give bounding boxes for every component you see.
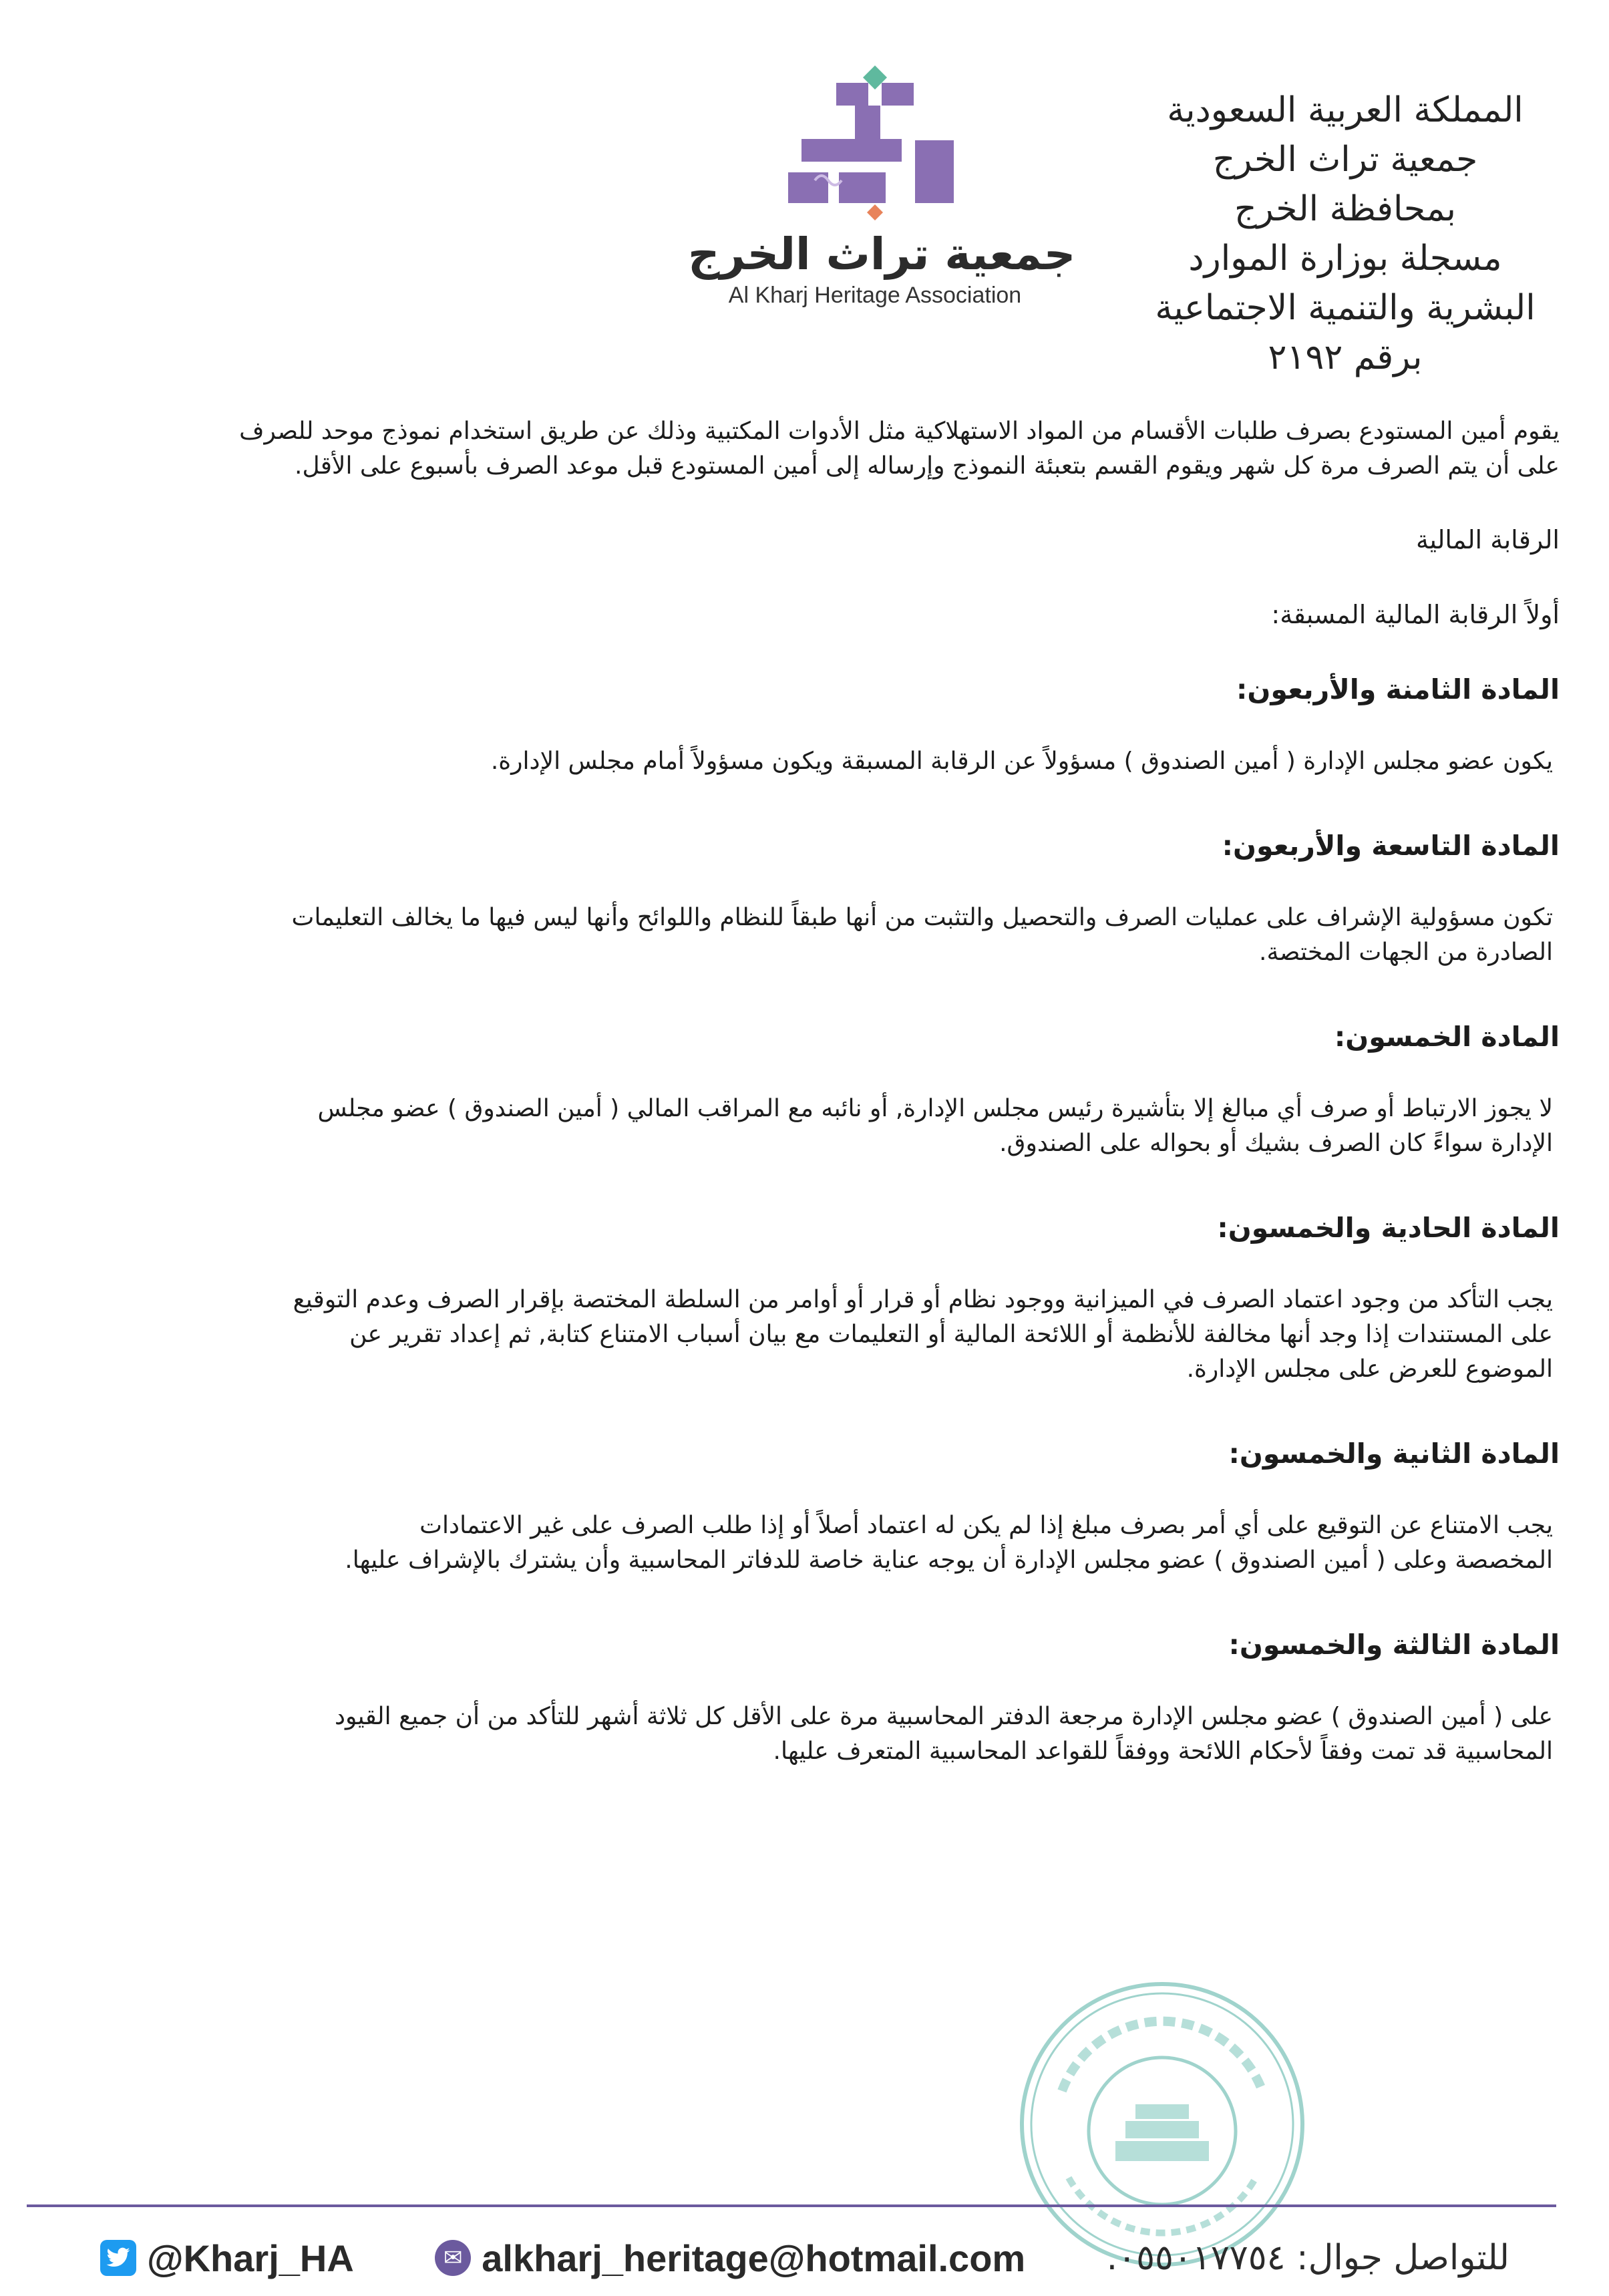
email-contact[interactable]: [435, 2237, 1025, 2280]
article-53-title: المادة الثالثة والخمسون:: [1228, 1629, 1560, 1661]
text-line: المحاسبية قد تمت وفقاً لأحكام اللائحة ووفقاً للقواعد المحاسبية المتعرف عليها.: [773, 1738, 1553, 1765]
org-line: البشرية والتنمية الاجتماعية: [1155, 288, 1536, 328]
text-line: الإدارة سواءً كان الصرف بشيك أو بحواله على الصندوق.: [999, 1130, 1553, 1157]
email-icon: ✉: [435, 2240, 471, 2276]
text-line: يقوم أمين المستودع بصرف طلبات الأقسام من المواد الاستهلاكية مثل الأدوات المكتبية وذلك عن طريق استخدام نموذج موحد للصرف: [239, 418, 1560, 445]
footer-divider: [27, 2204, 1556, 2207]
article-53-body: [144, 1699, 1560, 1769]
article-51-body: [144, 1283, 1560, 1387]
text-line: المخصصة وعلى ( أمين الصندوق ) عضو مجلس الإدارة أن يوجه عناية خاصة للدفاتر المحاسبية وأن يشترك بالإشراف عليها.: [345, 1546, 1553, 1574]
footer-contacts: [100, 2225, 1509, 2291]
article-48-body: [144, 744, 1560, 779]
org-line: بمحافظة الخرج: [1234, 189, 1456, 229]
intro-paragraph: [144, 414, 1560, 484]
article-49-body: [144, 900, 1560, 970]
text-line: تكون مسؤولية الإشراف على عمليات الصرف والتحصيل والتثبت من أنها طبقاً للنظام واللوائح وأنها ليس فيها ما يخالف التعليمات: [291, 904, 1553, 931]
article-50-body: [144, 1092, 1560, 1161]
document-body: [144, 414, 1560, 1818]
text-line: لا يجوز الارتباط أو صرف أي مبالغ إلا بتأشيرة رئيس مجلس الإدارة, أو نائبه مع المراقب المالي ( أمين الصندوق ) عضو مجلس: [317, 1095, 1553, 1122]
org-line: المملكة العربية السعودية: [1167, 90, 1524, 130]
text-line: على ( أمين الصندوق ) عضو مجلس الإدارة مرجعة الدفتر المحاسبية مرة على الأقل كل ثلاثة أشهر للتأكد من أن جميع القيود: [334, 1703, 1553, 1730]
article-52-title: المادة الثانية والخمسون:: [1228, 1438, 1560, 1470]
article-48-title: المادة الثامنة والأربعون:: [1236, 673, 1560, 705]
twitter-handle[interactable]: @Kharj_HA: [147, 2237, 354, 2279]
text-line: على أن يتم الصرف مرة كل شهر ويقوم القسم بتعبئة النموذج وإرساله إلى أمين المستودع قبل موعد الصرف بأسبوع على الأقل.: [295, 452, 1560, 480]
phone-contact[interactable]: للتواصل جوال: ٠٥٥٠١٧٧٥٤.: [1106, 2238, 1509, 2278]
article-52-body: [144, 1508, 1560, 1578]
article-49-title: المادة التاسعة والأربعون:: [1222, 830, 1560, 862]
section-title: الرقابة المالية: [1416, 525, 1560, 554]
text-line: الصادرة من الجهات المختصة.: [1259, 939, 1553, 966]
logo-arabic-name: جمعية تراث الخرج: [688, 228, 1076, 280]
text-line: الموضوع للعرض على مجلس الإدارة.: [1186, 1355, 1553, 1383]
org-line: مسجلة بوزارة الموارد: [1188, 238, 1502, 279]
subsection-title: أولاً الرقابة المالية المسبقة:: [1271, 600, 1560, 629]
org-line: برقم ٢١٩٢: [1268, 337, 1423, 377]
association-logo: [688, 60, 1076, 309]
text-line: يجب الامتناع عن التوقيع على أي أمر بصرف مبلغ إذا لم يكن له اعتماد أصلاً أو إذا طلب الصرف على غير الاعتمادات: [419, 1512, 1553, 1539]
twitter-icon: [100, 2240, 136, 2276]
text-line: يجب التأكد من وجود اعتماد الصرف في الميزانية ووجود نظام أو قرار أو أوامر من السلطة المختصة بإقرار الصرف وعدم التوقيع: [293, 1286, 1553, 1313]
text-line: على المستندات إذا وجد أنها مخالفة للأنظمة أو اللائحة المالية أو التعليمات مع بيان أسباب الامتناع كتابة, ثم إعداد تقرير عن: [349, 1321, 1553, 1348]
twitter-contact[interactable]: [100, 2237, 354, 2280]
organization-info: [1095, 86, 1596, 382]
article-50-title: المادة الخمسون:: [1334, 1021, 1560, 1053]
text-line: يكون عضو مجلس الإدارة ( أمين الصندوق ) مسؤولاً عن الرقابة المسبقة ويكون مسؤولاً أمام مجلس الإدارة.: [490, 748, 1553, 775]
logo-english-name: Al Kharj Heritage Association: [728, 283, 1022, 308]
email-address[interactable]: alkharj_heritage@hotmail.com: [482, 2237, 1026, 2279]
article-51-title: المادة الحادية والخمسون:: [1217, 1212, 1560, 1244]
logo-mark-icon: [775, 60, 975, 220]
org-line: جمعية تراث الخرج: [1212, 140, 1478, 180]
